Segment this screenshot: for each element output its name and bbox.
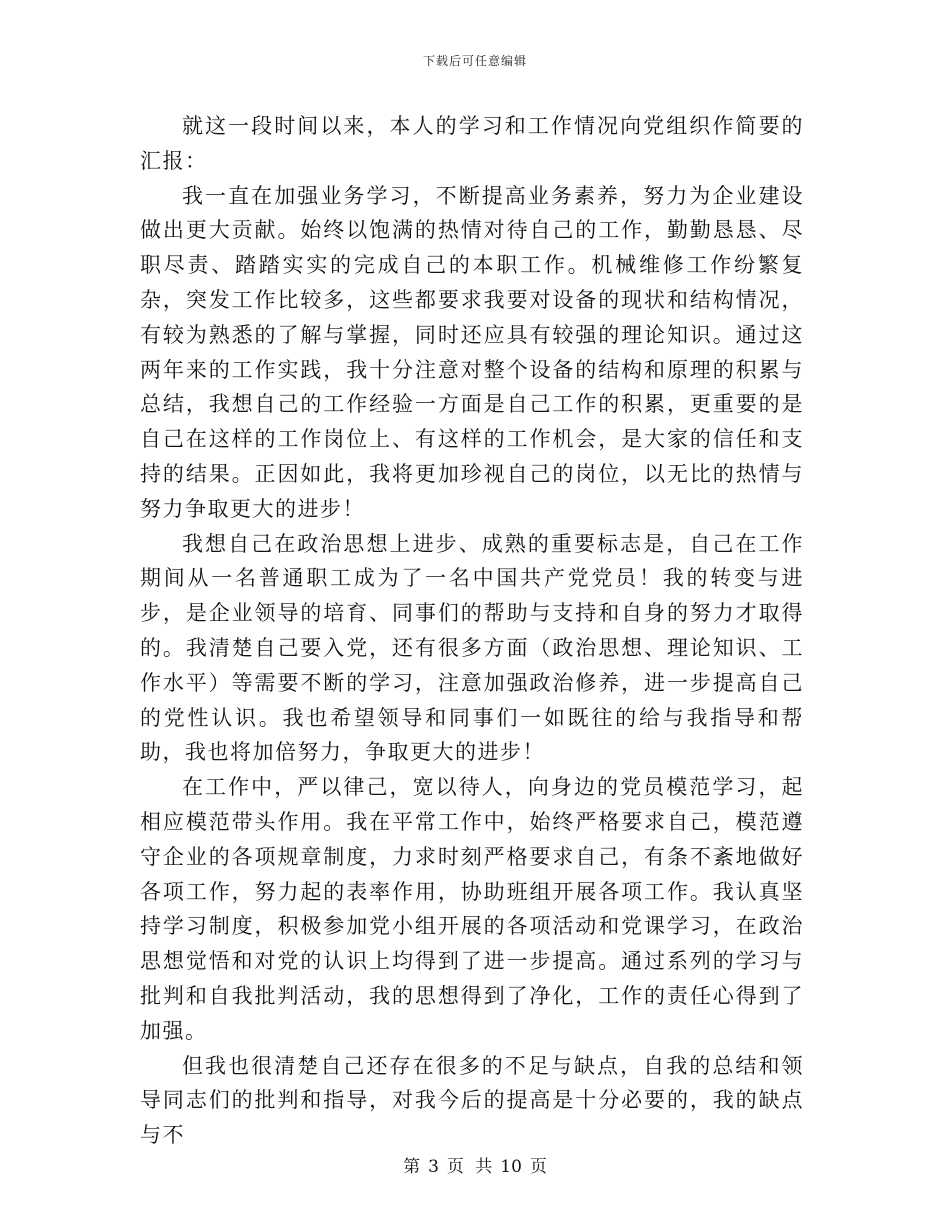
header-note: 下载后可任意编辑 [422, 54, 527, 68]
page-total: 10 [500, 1157, 522, 1177]
page-label-prefix: 第 [403, 1157, 421, 1177]
page-current: 3 [428, 1157, 439, 1177]
paragraph-3: 我想自己在政治思想上进步、成熟的重要标志是，自己在工作期间从一名普通职工成为了一名中国共产党党员！我的转变与进步，是企业领导的培育、同事们的帮助与支持和自身的努力才取得的。我清楚自己要入党，还有很多方面（政治思想、理论知识、工作水平）等需要不断的学习，注意加强政治修养，进一步提高自己的党性认识。我也希望领导和同事们一如既往的给与我指导和帮助，我也将加倍努力，争取更大的进步！ [140, 531, 804, 765]
page-label-suffix: 页 [529, 1157, 547, 1177]
paragraph-4: 在工作中，严以律己，宽以待人，向身边的党员模范学习，起相应模范带头作用。我在平常工作中，始终严格要求自己，模范遵守企业的各项规章制度，力求时刻严格要求自己，有条不紊地做好各项工作，努力起的表率作用，协助班组开展各项工作。我认真坚持学习制度，积极参加党小组开展的各项活动和党课学习，在政治思想觉悟和对党的认识上均得到了进一步提高。通过系列的学习与批判和自我批判活动，我的思想得到了净化，工作的责任心得到了加强。 [140, 775, 804, 1043]
paragraph-2: 我一直在加强业务学习，不断提高业务素养，努力为企业建设做出更大贡献。始终以饱满的热情对待自己的工作，勤勤恳恳、尽职尽责、踏踏实实的完成自己的本职工作。机械维修工作纷繁复杂，突发工作比较多，这些都要求我要对设备的现状和结构情况，有较为熟悉的了解与掌握，同时还应具有较强的理论知识。通过这两年来的工作实践，我十分注意对整个设备的结构和原理的积累与总结，我想自己的工作经验一方面是自己工作的积累，更重要的是自己在这样的工作岗位上、有这样的工作机会，是大家的信任和支持的结果。正因如此，我将更加珍视自己的岗位，以无比的热情与努力争取更大的进步！ [140, 183, 804, 521]
page-footer [0, 1152, 950, 1177]
paragraph-5: 但我也很清楚自己还存在很多的不足与缺点，自我的总结和领导同志们的批判和指导，对我今后的提高是十分必要的，我的缺点与不 [140, 1053, 804, 1148]
paragraph-1: 就这一段时间以来，本人的学习和工作情况向党组织作简要的汇报： [140, 114, 804, 173]
document-body [140, 109, 804, 1153]
page-label-mid: 页 共 [446, 1157, 493, 1177]
